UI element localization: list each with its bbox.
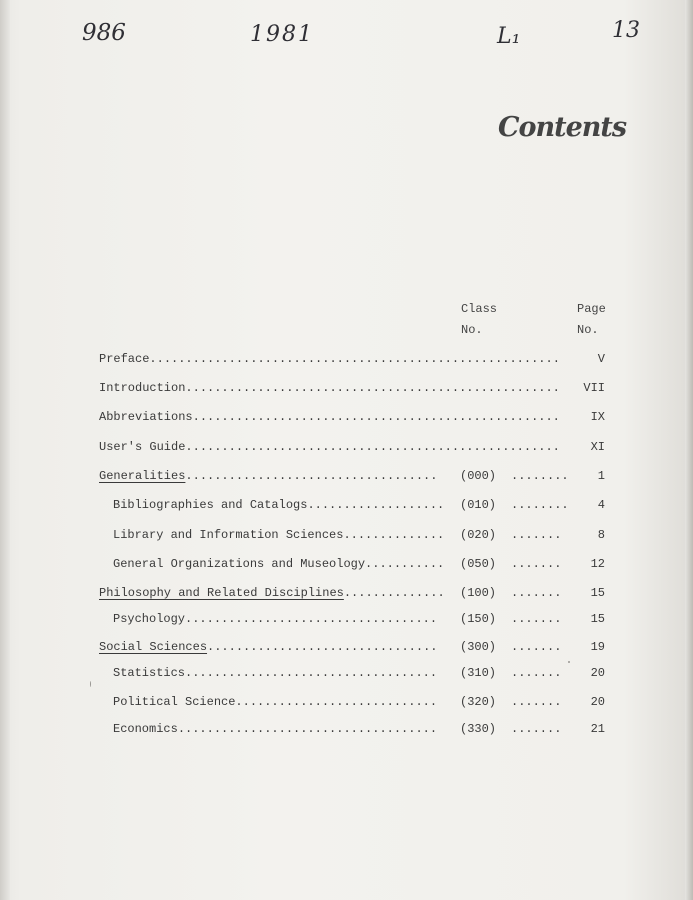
toc-entry-label: Social Sciences (99, 640, 208, 654)
toc-leader-dots-secondary: ....... (511, 528, 562, 542)
toc-class-number: (150) (460, 612, 497, 626)
toc-entry (113, 664, 437, 682)
toc-leader-dots: ................................................... (192, 410, 560, 424)
toc-page-number: 4 (597, 498, 605, 512)
toc-leader-dots-secondary: ....... (511, 586, 562, 600)
class-header-line1: Class (461, 302, 498, 316)
page-header-line2: No. (577, 323, 599, 337)
toc-entry (99, 350, 560, 368)
toc-entry-label: Philosophy and Related Disciplines (99, 586, 344, 600)
toc-row (99, 438, 609, 456)
toc-class-number: (010) (460, 498, 497, 512)
toc-row (99, 350, 609, 368)
toc-page-number: 19 (590, 640, 605, 654)
toc-entry (113, 610, 437, 628)
toc-leader-dots: ................... (307, 498, 445, 512)
class-header-line2: No. (461, 323, 483, 337)
page-header-line1: Page (577, 302, 606, 316)
handwritten-number: 986 (82, 20, 126, 46)
toc-leader-dots: ................................... (185, 666, 438, 680)
toc-page-number: XI (590, 440, 605, 454)
handwritten-mark: L₁ (497, 24, 521, 49)
toc-row (99, 526, 609, 544)
toc-leader-dots: ................................ (207, 640, 438, 654)
toc-row (99, 693, 609, 711)
toc-leader-dots: .............. (343, 586, 445, 600)
toc-page-number: VII (583, 381, 605, 395)
toc-entry-label: Economics (113, 722, 178, 736)
toc-entry-label: Statistics (113, 666, 186, 680)
toc-page-number: 15 (590, 586, 605, 600)
toc-entry (113, 693, 437, 711)
toc-row (99, 555, 609, 573)
toc-leader-dots: .................................................... (185, 381, 560, 395)
page-title: Contents (498, 112, 627, 143)
toc-page-number: 8 (597, 528, 605, 542)
toc-entry-label: Introduction (99, 381, 186, 395)
toc-class-number: (300) (460, 640, 497, 654)
toc-class-number: (330) (460, 722, 497, 736)
toc-page-number: 15 (590, 612, 605, 626)
toc-page-number: V (597, 352, 605, 366)
toc-leader-dots: .................................................... (185, 440, 560, 454)
toc-entry (99, 584, 445, 602)
toc-page-number: IX (590, 410, 605, 424)
toc-entry-label: Psychology (113, 612, 186, 626)
toc-entry (99, 467, 437, 485)
toc-row (99, 584, 609, 602)
toc-entry (99, 408, 560, 426)
toc-leader-dots-secondary: ....... (511, 557, 562, 571)
toc-entry (99, 638, 437, 656)
toc-leader-dots: .............. (343, 528, 445, 542)
toc-entry (113, 496, 444, 514)
toc-row (99, 638, 609, 656)
toc-entry-label: Library and Information Sciences (113, 528, 344, 542)
toc-entry-label: Preface (99, 352, 150, 366)
toc-entry (113, 526, 444, 544)
toc-entry-label: Abbreviations (99, 410, 193, 424)
page-edge-shadow (685, 0, 693, 900)
toc-page-number: 21 (590, 722, 605, 736)
toc-entry-label: Generalities (99, 469, 186, 483)
handwritten-year: 1981 (250, 22, 314, 47)
toc-row (99, 379, 609, 397)
toc-class-number: (050) (460, 557, 497, 571)
toc-leader-dots-secondary: ....... (511, 612, 562, 626)
toc-leader-dots: ............................ (235, 695, 438, 709)
toc-class-number: (100) (460, 586, 497, 600)
toc-entry-label: Bibliographies and Catalogs (113, 498, 308, 512)
toc-leader-dots-secondary: ........ (511, 469, 569, 483)
toc-row (99, 467, 609, 485)
toc-class-number: (020) (460, 528, 497, 542)
toc-leader-dots: .................................... (177, 722, 438, 736)
toc-leader-dots: ................................... (185, 612, 438, 626)
toc-page-number: 20 (590, 666, 605, 680)
toc-class-number: (310) (460, 666, 497, 680)
toc-page-number: 20 (590, 695, 605, 709)
toc-entry-label: General Organizations and Museology (113, 557, 366, 571)
handwritten-page-number: 13 (612, 18, 640, 43)
toc-entry (99, 379, 560, 397)
toc-leader-dots-secondary: ....... (511, 722, 562, 736)
toc-row (99, 664, 609, 682)
toc-entry (113, 720, 437, 738)
toc-entry-label: User's Guide (99, 440, 186, 454)
toc-class-number: (320) (460, 695, 497, 709)
toc-page-number: 12 (590, 557, 605, 571)
toc-leader-dots: ................................... (185, 469, 438, 483)
toc-class-number: (000) (460, 469, 497, 483)
toc-entry-label: Political Science (113, 695, 236, 709)
toc-leader-dots-secondary: ....... (511, 640, 562, 654)
toc-page-number: 1 (597, 469, 605, 483)
toc-leader-dots-secondary: ........ (511, 498, 569, 512)
toc-row (99, 408, 609, 426)
page-spine-shadow (0, 0, 10, 900)
paper-speck (90, 681, 91, 687)
toc-row (99, 720, 609, 738)
toc-row (99, 496, 609, 514)
toc-leader-dots-secondary: ....... (511, 666, 562, 680)
toc-entry (113, 555, 444, 573)
paper-speck (568, 661, 570, 663)
toc-leader-dots-secondary: ....... (511, 695, 562, 709)
toc-row (99, 610, 609, 628)
toc-leader-dots: ......................................................... (149, 352, 560, 366)
toc-entry (99, 438, 560, 456)
toc-leader-dots: ........... (365, 557, 445, 571)
